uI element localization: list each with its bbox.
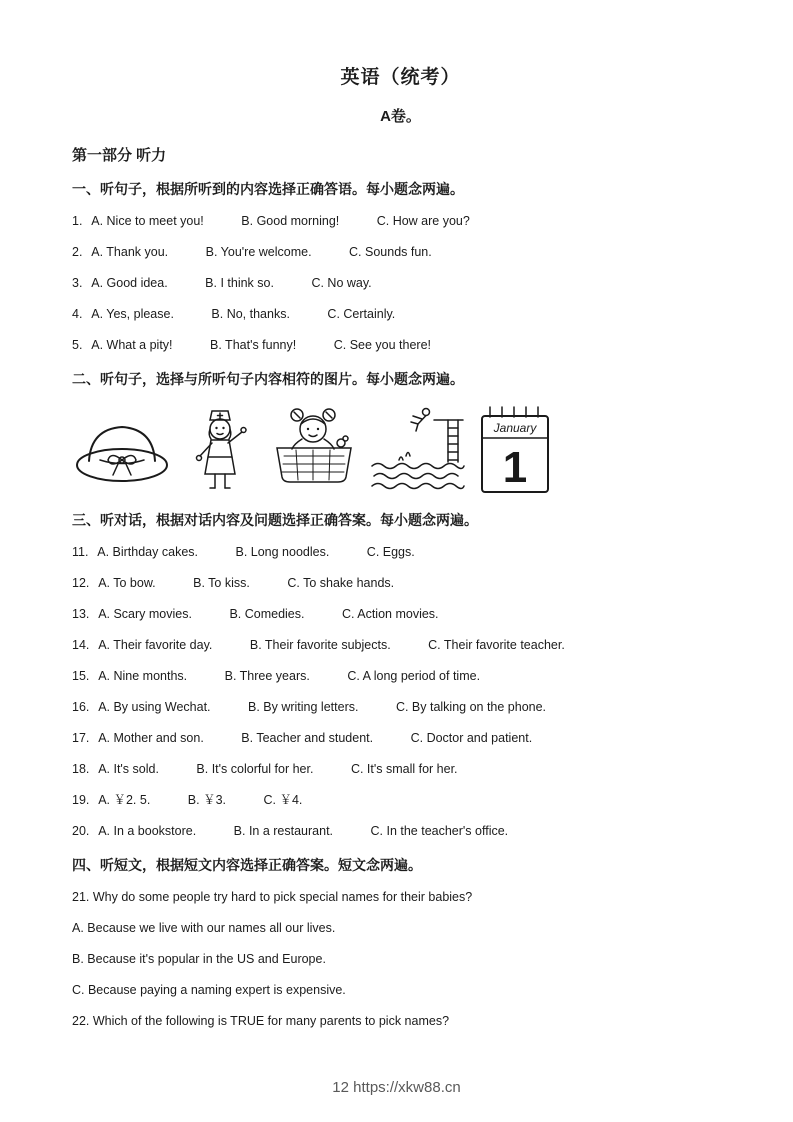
question-number: 16. xyxy=(72,700,90,714)
question-line-17 xyxy=(72,731,729,746)
question-number: 1. xyxy=(72,214,83,228)
question-line-11 xyxy=(72,545,729,560)
question-21-option-c: C. Because paying a naming expert is expensive. xyxy=(72,983,346,997)
option-c: C. No way. xyxy=(311,276,372,290)
section3-header: 三、听对话，根据对话内容及问题选择正确答案。每小题念两遍。 xyxy=(72,512,478,528)
calendar-january-1-icon xyxy=(476,404,554,496)
option-a: A. Birthday cakes. xyxy=(97,545,198,559)
option-a: A. What a pity! xyxy=(91,338,173,352)
nurse-icon xyxy=(180,404,260,496)
option-c: C. Doctor and patient. xyxy=(410,731,533,745)
question-number: 15. xyxy=(72,669,90,683)
option-c: C. ￥4. xyxy=(263,793,303,807)
question-line-19 xyxy=(72,793,729,808)
option-c: C. By talking on the phone. xyxy=(395,700,547,714)
swimming-pool-image xyxy=(368,404,468,496)
option-b: B. Long noodles. xyxy=(235,545,330,559)
question-line-13 xyxy=(72,607,729,622)
option-c: C. In the teacher's office. xyxy=(370,824,509,838)
option-a: A. Yes, please. xyxy=(91,307,174,321)
option-a: A. To bow. xyxy=(98,576,156,590)
question-line-18 xyxy=(72,762,729,777)
question-number: 14. xyxy=(72,638,90,652)
option-c: C. It's small for her. xyxy=(350,762,458,776)
question-number: 13. xyxy=(72,607,90,621)
option-a: A. By using Wechat. xyxy=(98,700,211,714)
question-21-option-b: B. Because it's popular in the US and Europe. xyxy=(72,952,326,966)
page-footer: 12 https://xkw88.cn xyxy=(332,1079,461,1096)
page-title: 英语（统考） xyxy=(340,67,461,88)
bathing-girl-image xyxy=(268,404,360,496)
question-line-14 xyxy=(72,638,729,653)
question-line-12 xyxy=(72,576,729,591)
option-c: C. Their favorite teacher. xyxy=(428,638,565,652)
question-line-3 xyxy=(72,276,729,291)
option-b: B. Teacher and student. xyxy=(241,731,374,745)
option-a: A. Scary movies. xyxy=(98,607,192,621)
hat-with-bow-icon xyxy=(72,404,172,496)
nurse-image xyxy=(180,404,260,496)
question-line-16 xyxy=(72,700,729,715)
option-b: B. No, thanks. xyxy=(211,307,290,321)
option-b: B. I think so. xyxy=(205,276,274,290)
option-a: A. ￥2. 5. xyxy=(98,793,151,807)
calendar-image xyxy=(476,404,554,496)
question-number: 17. xyxy=(72,731,90,745)
option-b: B. ￥3. xyxy=(187,793,226,807)
option-c: C. See you there! xyxy=(333,338,431,352)
option-b: B. That's funny! xyxy=(210,338,297,352)
option-c: C. Eggs. xyxy=(366,545,415,559)
question-21-option-a: A. Because we live with our names all our lives. xyxy=(72,921,336,935)
option-b: B. To kiss. xyxy=(193,576,250,590)
option-b: B. It's colorful for her. xyxy=(196,762,314,776)
swimming-pool-icon xyxy=(368,404,468,496)
option-b: B. Three years. xyxy=(224,669,310,683)
option-a: A. It's sold. xyxy=(98,762,159,776)
question-line-15 xyxy=(72,669,729,684)
option-b: B. In a restaurant. xyxy=(233,824,334,838)
option-a: A. In a bookstore. xyxy=(98,824,197,838)
section4-header: 四、听短文，根据短文内容选择正确答案。短文念两遍。 xyxy=(72,857,422,873)
section2-header: 二、听句子，选择与所听句子内容相符的图片。每小题念两遍。 xyxy=(72,371,464,387)
question-number: 12. xyxy=(72,576,90,590)
question-number: 4. xyxy=(72,307,83,321)
question-number: 3. xyxy=(72,276,83,290)
option-b: B. Their favorite subjects. xyxy=(249,638,391,652)
option-c: C. How are you? xyxy=(376,214,470,228)
option-c: C. Sounds fun. xyxy=(349,245,432,259)
option-a: A. Mother and son. xyxy=(98,731,204,745)
hat-image xyxy=(72,404,172,496)
listening-images-row xyxy=(72,404,729,496)
question-line-2 xyxy=(72,245,729,260)
question-number: 5. xyxy=(72,338,83,352)
question-number: 20. xyxy=(72,824,90,838)
question-line-4 xyxy=(72,307,729,322)
question-number: 11. xyxy=(72,545,89,559)
calendar-month-label: January xyxy=(493,421,537,435)
option-c: C. Certainly. xyxy=(327,307,396,321)
question-line-21: 21. Why do some people try hard to pick special names for their babies? xyxy=(72,890,473,904)
question-number: 18. xyxy=(72,762,90,776)
part-one-header: 第一部分 听力 xyxy=(72,147,167,164)
option-c: C. Action movies. xyxy=(341,607,439,621)
calendar-day-label: 1 xyxy=(502,443,528,492)
question-line-22: 22. Which of the following is TRUE for many parents to pick names? xyxy=(72,1014,450,1028)
option-c: C. A long period of time. xyxy=(347,669,481,683)
question-number: 2. xyxy=(72,245,83,259)
option-a: A. Nice to meet you! xyxy=(91,214,204,228)
option-b: B. By writing letters. xyxy=(248,700,359,714)
option-b: B. Comedies. xyxy=(229,607,305,621)
question-number: 19. xyxy=(72,793,90,807)
paper-subtitle: A卷。 xyxy=(380,108,421,125)
question-line-1 xyxy=(72,214,729,229)
girl-bathing-icon xyxy=(268,404,360,496)
section1-header: 一、听句子，根据所听到的内容选择正确答语。每小题念两遍。 xyxy=(72,181,464,197)
option-c: C. To shake hands. xyxy=(287,576,395,590)
option-a: A. Good idea. xyxy=(91,276,168,290)
option-a: A. Nine months. xyxy=(98,669,188,683)
question-line-20 xyxy=(72,824,729,839)
option-b: B. Good morning! xyxy=(241,214,340,228)
option-a: A. Thank you. xyxy=(91,245,169,259)
option-a: A. Their favorite day. xyxy=(98,638,213,652)
question-line-5 xyxy=(72,338,729,353)
option-b: B. You're welcome. xyxy=(205,245,312,259)
